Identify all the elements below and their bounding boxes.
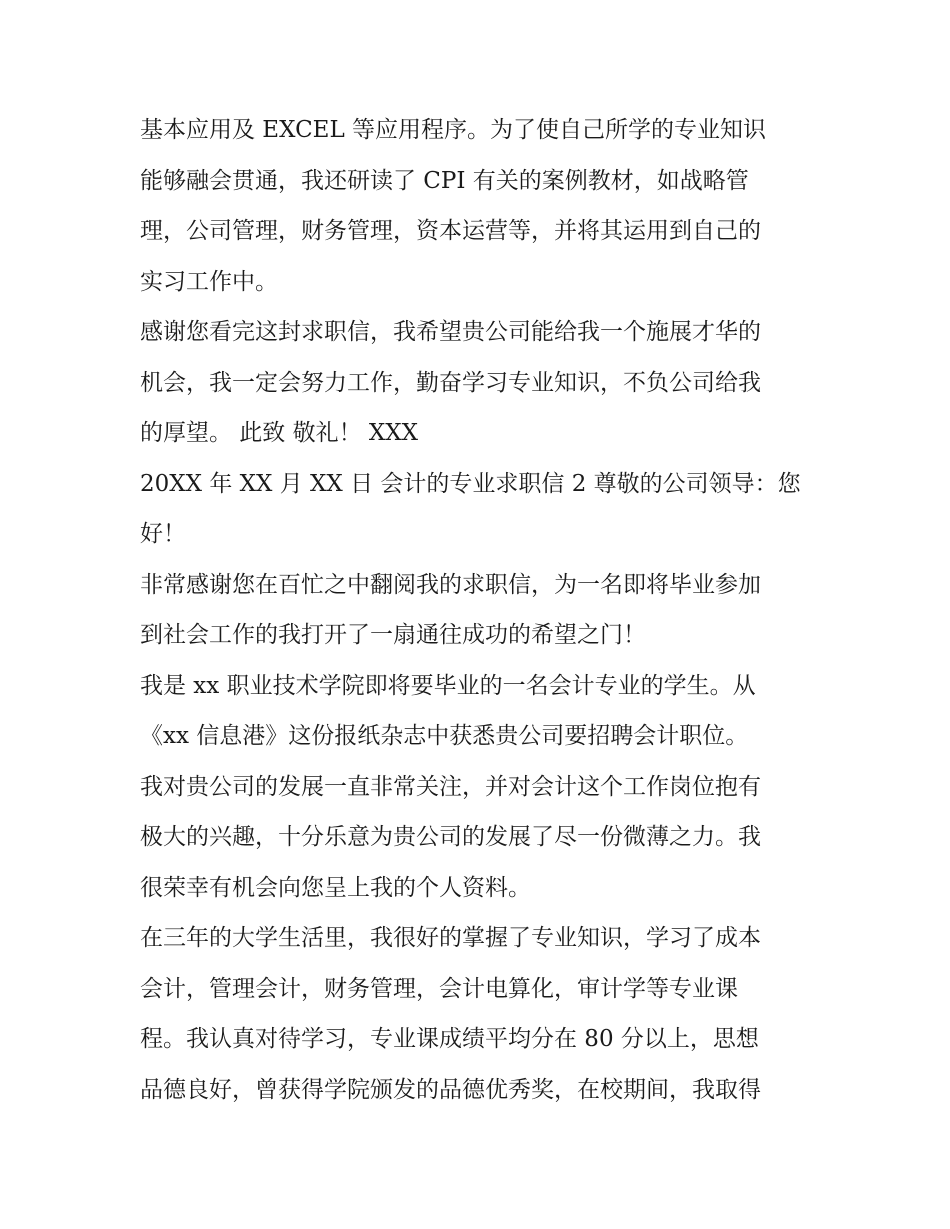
text-line: 极大的兴趣，十分乐意为贵公司的发展了尽一份微薄之力。我	[140, 824, 761, 850]
letter-body	[140, 105, 830, 1115]
text-line: 能够融会贯通，我还研读了 CPI 有关的案例教材，如战略管	[140, 167, 749, 194]
text-line: 好！	[140, 521, 186, 547]
text-line: 实习工作中。	[140, 268, 278, 295]
text-line: 会计，管理会计，财务管理，会计电算化，审计学等专业课	[140, 975, 738, 1002]
text-line: 很荣幸有机会向您呈上我的个人资料。	[140, 874, 531, 901]
text-line: 非常感谢您在百忙之中翻阅我的求职信，为一名即将毕业参加	[140, 571, 761, 598]
text-line: 的厚望。 此致 敬礼！ XXX	[140, 420, 419, 446]
text-line: 在三年的大学生活里，我很好的掌握了专业知识，学习了成本	[140, 925, 761, 951]
text-line: 基本应用及 EXCEL 等应用程序。为了使自己所学的专业知识	[140, 117, 767, 143]
text-line: 20XX 年 XX 月 XX 日 会计的专业求职信 2 尊敬的公司领导：您	[140, 470, 801, 497]
text-line: 机会，我一定会努力工作，勤奋学习专业知识，不负公司给我	[140, 369, 761, 396]
text-line: 感谢您看完这封求职信，我希望贵公司能给我一个施展才华的	[140, 319, 761, 345]
text-line: 理，公司管理，财务管理，资本运营等，并将其运用到自己的	[140, 218, 761, 244]
text-line: 《xx 信息港》这份报纸杂志中获悉贵公司要招聘会计职位。	[140, 723, 749, 749]
text-line: 我是 xx 职业技术学院即将要毕业的一名会计专业的学生。从	[140, 672, 756, 699]
text-line: 程。我认真对待学习，专业课成绩平均分在 80 分以上，思想	[140, 1026, 759, 1052]
text-line: 到社会工作的我打开了一扇通往成功的希望之门！	[140, 622, 646, 648]
text-line: 品德良好，曾获得学院颁发的品德优秀奖，在校期间，我取得	[140, 1076, 761, 1103]
text-line: 我对贵公司的发展一直非常关注，并对会计这个工作岗位抱有	[140, 773, 761, 800]
